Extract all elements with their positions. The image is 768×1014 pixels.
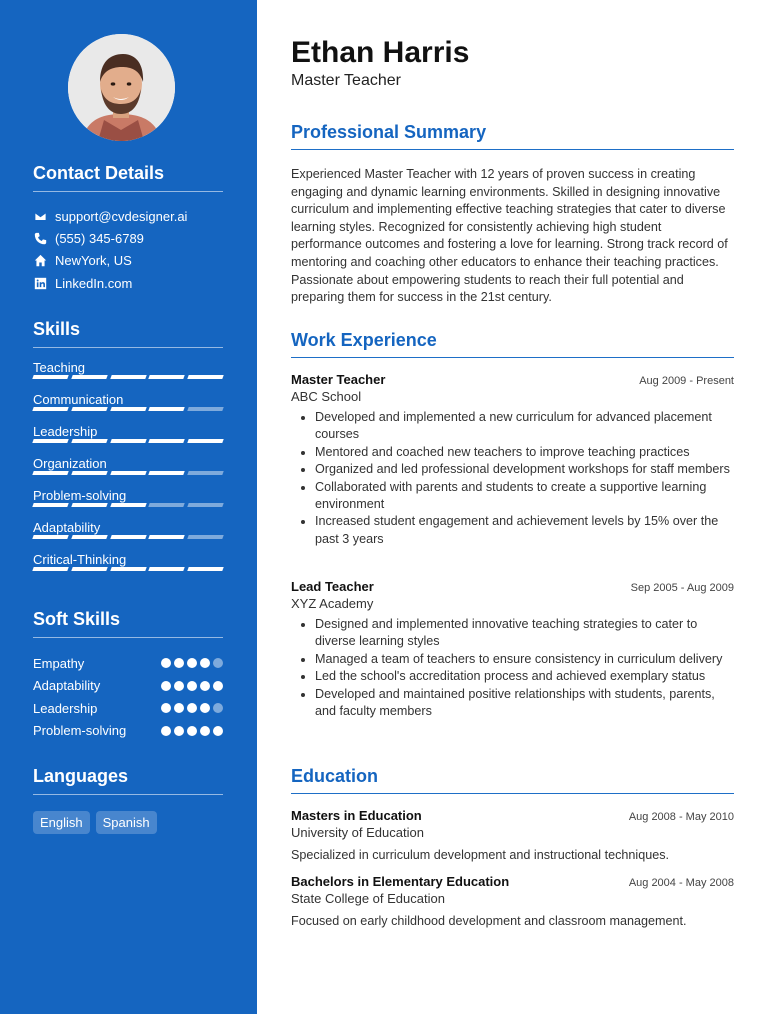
skill-level-segment: [149, 503, 185, 507]
candidate-role: Master Teacher: [291, 72, 401, 89]
skill-item: [33, 412, 223, 444]
soft-skill-name: Adaptability: [33, 678, 101, 694]
skills-section: [33, 319, 223, 572]
language-tag: Spanish: [96, 811, 157, 834]
rating-dot: [161, 703, 171, 713]
language-tag: English: [33, 811, 90, 834]
skill-level-segment: [110, 407, 146, 411]
job-org: ABC School: [291, 389, 362, 404]
skill-name: Organization: [33, 456, 107, 471]
soft-skill-item: [33, 675, 223, 698]
skill-level-segment: [32, 471, 68, 475]
rating-dot: [174, 703, 184, 713]
education-title: Education: [291, 766, 734, 794]
skill-level-segment: [187, 471, 223, 475]
contact-section: [33, 163, 223, 294]
job-org: XYZ Academy: [291, 596, 374, 611]
skill-level-bar: [33, 567, 223, 571]
skill-name: Critical-Thinking: [33, 552, 127, 567]
skill-level-segment: [110, 567, 146, 571]
degree-date: Aug 2008 - May 2010: [628, 811, 734, 823]
skill-level-segment: [32, 535, 68, 539]
job-date: Sep 2005 - Aug 2009: [630, 582, 734, 594]
skill-level-segment: [110, 375, 146, 379]
skill-level-segment: [149, 439, 185, 443]
job-bullet: • Led the school's accreditation process and achieved exemplary status: [315, 668, 734, 685]
candidate-name: Ethan Harris: [291, 36, 470, 69]
skill-level-segment: [187, 407, 223, 411]
skills-title: Skills: [33, 319, 223, 348]
job-bullets: [291, 616, 734, 720]
sidebar: [0, 0, 257, 1014]
skill-level-segment: [149, 375, 185, 379]
soft-skills-section: [33, 609, 223, 742]
school-name: University of Education: [291, 825, 424, 840]
skill-level-segment: [71, 439, 107, 443]
skill-level-segment: [71, 375, 107, 379]
job-entry: [291, 372, 734, 548]
skill-level-segment: [187, 439, 223, 443]
skill-level-segment: [149, 471, 185, 475]
skill-level-segment: [110, 503, 146, 507]
rating-dot: [174, 681, 184, 691]
rating-dot: [161, 681, 171, 691]
skill-level-segment: [149, 407, 185, 411]
skill-item: [33, 540, 223, 572]
skill-level-segment: [32, 407, 68, 411]
skill-level-segment: [187, 535, 223, 539]
rating-dot: [213, 681, 223, 691]
languages-title: Languages: [33, 766, 223, 795]
degree-description: Specialized in curriculum development and instructional techniques.: [291, 848, 670, 862]
degree-description: Focused on early childhood development and classroom management.: [291, 914, 687, 928]
education-entry: [291, 808, 734, 862]
soft-skill-rating: [161, 681, 223, 691]
job-bullet: • Developed and implemented a new curriculum for advanced placement courses: [315, 409, 734, 444]
linkedin-icon: [33, 276, 47, 290]
rating-dot: [213, 703, 223, 713]
soft-skill-item: [33, 652, 223, 675]
skill-level-segment: [71, 407, 107, 411]
rating-dot: [213, 726, 223, 736]
skill-level-bar: [33, 503, 223, 507]
job-bullet: • Managed a team of teachers to ensure consistency in curriculum delivery: [315, 651, 734, 668]
contact-phone[interactable]: (555) 345-6789: [33, 227, 223, 249]
skill-level-segment: [32, 439, 68, 443]
job-bullet: • Increased student engagement and achievement levels by 15% over the past 3 years: [315, 513, 734, 548]
contact-linkedin[interactable]: LinkedIn.com: [33, 272, 223, 294]
profile-photo: [68, 34, 175, 141]
degree-title: Masters in Education: [291, 808, 422, 823]
job-bullet: • Collaborated with parents and students to create a supportive learning environment: [315, 479, 734, 514]
skill-item: [33, 508, 223, 540]
job-title: Master Teacher: [291, 372, 386, 387]
phone-icon: [33, 231, 47, 245]
skill-level-bar: [33, 375, 223, 379]
degree-date: Aug 2004 - May 2008: [628, 877, 734, 889]
rating-dot: [200, 658, 210, 668]
skill-level-segment: [149, 535, 185, 539]
skill-name: Leadership: [33, 424, 98, 439]
rating-dot: [200, 726, 210, 736]
rating-dot: [174, 658, 184, 668]
job-title: Lead Teacher: [291, 579, 374, 594]
skill-level-segment: [187, 567, 223, 571]
rating-dot: [213, 658, 223, 668]
soft-skill-item: [33, 697, 223, 720]
rating-dot: [161, 658, 171, 668]
rating-dot: [187, 658, 197, 668]
skill-name: Communication: [33, 392, 124, 407]
soft-skill-rating: [161, 658, 223, 668]
soft-skill-name: Leadership: [33, 700, 98, 716]
skill-level-segment: [71, 471, 107, 475]
soft-skill-rating: [161, 726, 223, 736]
job-bullet: • Designed and implemented innovative teaching strategies to cater to diverse learning styles: [315, 616, 734, 651]
summary-title: Professional Summary: [291, 122, 734, 150]
contact-title: Contact Details: [33, 163, 223, 192]
rating-dot: [187, 681, 197, 691]
skill-level-segment: [32, 503, 68, 507]
skill-level-bar: [33, 471, 223, 475]
skill-level-segment: [110, 471, 146, 475]
contact-location: NewYork, US: [33, 250, 223, 272]
school-name: State College of Education: [291, 891, 445, 906]
skill-name: Problem-solving: [33, 488, 127, 503]
email-icon: [33, 209, 47, 223]
skill-level-bar: [33, 439, 223, 443]
soft-skill-item: [33, 720, 223, 743]
skill-level-segment: [110, 439, 146, 443]
skill-level-bar: [33, 535, 223, 539]
skill-level-segment: [187, 375, 223, 379]
job-date: Aug 2009 - Present: [639, 375, 734, 387]
contact-email[interactable]: support@cvdesigner.ai: [33, 205, 223, 227]
job-bullet: • Developed and maintained positive relationships with students, parents, and faculty members: [315, 686, 734, 721]
rating-dot: [187, 726, 197, 736]
degree-title: Bachelors in Elementary Education: [291, 874, 510, 889]
skill-level-segment: [149, 567, 185, 571]
skill-level-segment: [110, 535, 146, 539]
skill-item: [33, 380, 223, 412]
skill-level-segment: [71, 503, 107, 507]
rating-dot: [187, 703, 197, 713]
rating-dot: [200, 681, 210, 691]
rating-dot: [161, 726, 171, 736]
skill-level-segment: [32, 567, 68, 571]
skill-name: Teaching: [33, 360, 86, 375]
skill-item: [33, 476, 223, 508]
rating-dot: [174, 726, 184, 736]
soft-skill-rating: [161, 703, 223, 713]
skill-level-segment: [71, 535, 107, 539]
soft-skill-name: Empathy: [33, 655, 85, 671]
avatar: [68, 34, 175, 141]
skill-level-segment: [71, 567, 107, 571]
job-bullets: [291, 409, 734, 548]
rating-dot: [200, 703, 210, 713]
languages-section: [33, 766, 223, 834]
job-entry: [291, 579, 734, 720]
summary-text: Experienced Master Teacher with 12 years of proven success in creating engaging and dynamic learning environments. Skilled in designing innovative curriculum and implementing effective teaching strategies that cater to diverse learning styles. Recognized for consistently achieving high student performance outcomes and fostering a love for learning. Strong track record of mentoring and coaching other educators to enhance their teaching practices. Passionate about empowering students to reach their full potential and preparing them for success in the 21st century.: [291, 167, 728, 305]
skill-level-segment: [32, 375, 68, 379]
soft-skill-name: Problem-solving: [33, 723, 127, 739]
home-icon: [33, 254, 47, 268]
job-bullet: • Organized and led professional development workshops for staff members: [315, 461, 734, 478]
skill-item: [33, 444, 223, 476]
job-bullet: • Mentored and coached new teachers to improve teaching practices: [315, 444, 734, 461]
skill-name: Adaptability: [33, 520, 101, 535]
skill-level-bar: [33, 407, 223, 411]
experience-title: Work Experience: [291, 330, 734, 358]
soft-skills-title: Soft Skills: [33, 609, 223, 638]
skill-item: [33, 348, 223, 380]
education-entry: [291, 874, 734, 928]
skill-level-segment: [187, 503, 223, 507]
